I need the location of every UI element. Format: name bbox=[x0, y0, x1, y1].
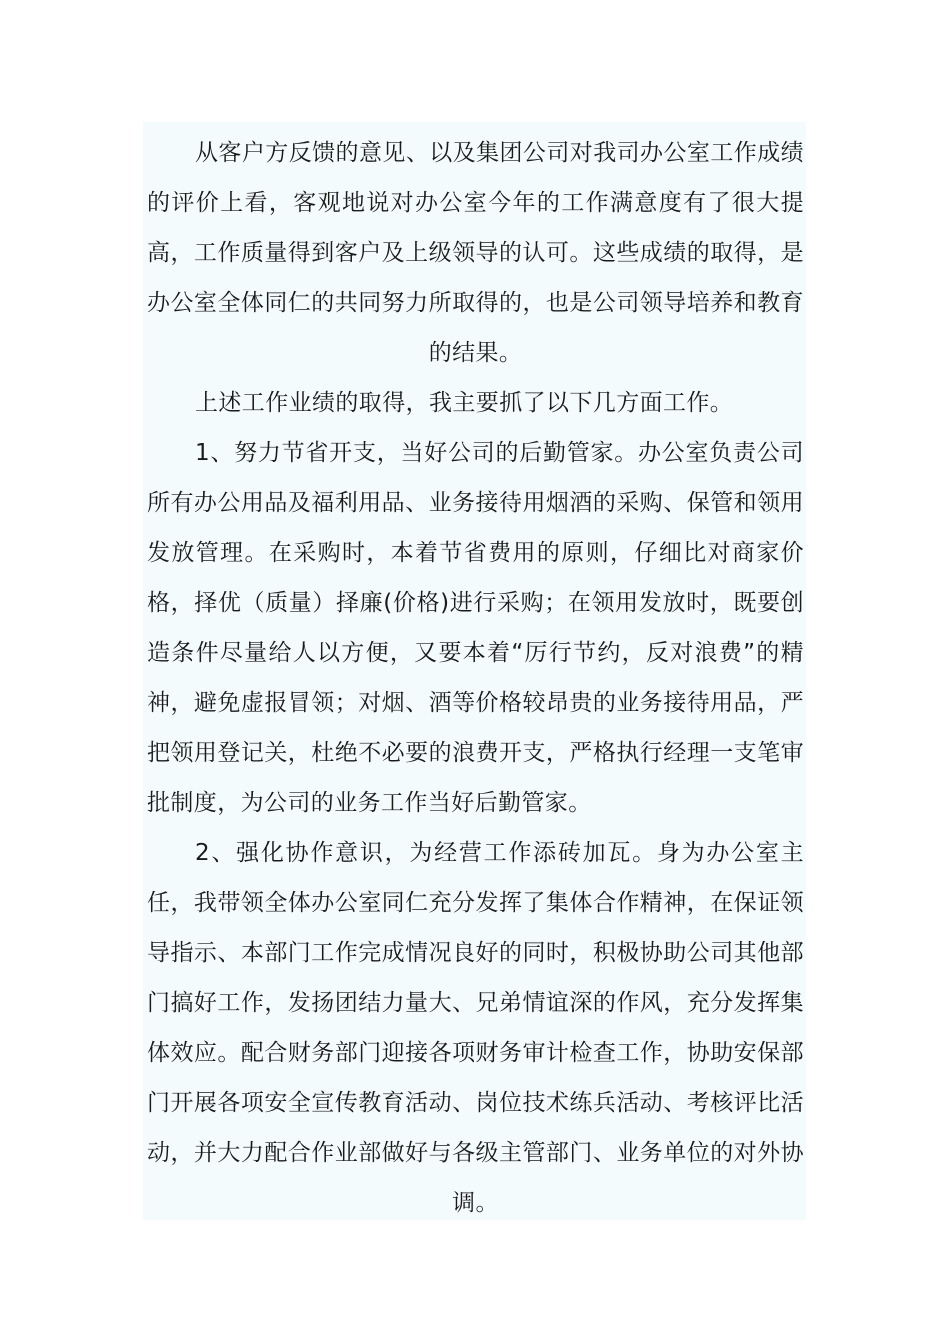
paragraph-feedback: 从客户方反馈的意见、以及集团公司对我司办公室工作成绩的评价上看，客观地说对办公室今年的工作满意度有了很大提高，工作质量得到客户及上级领导的认可。这些成绩的取得，是办公室全体同仁的共同努力所取得的，也是公司领导培养和教育的结果。 bbox=[147, 140, 804, 366]
document-body bbox=[143, 122, 806, 1220]
paragraph-item-2: 2、强化协作意识，为经营工作添砖加瓦。身为办公室主任，我带领全体办公室同仁充分发挥了集体合作精神，在保证领导指示、本部门工作完成情况良好的同时，积极协助公司其他部门搞好工作，发扬团结力量大、兄弟情谊深的作风，充分发挥集体效应。配合财务部门迎接各项财务审计检查工作，协助安保部门开展各项安全宣传教育活动、岗位技术练兵活动、考核评比活动，并大力配合作业部做好与各级主管部门、业务单位的对外协调。 bbox=[147, 840, 804, 1216]
paragraph-summary: 上述工作业绩的取得，我主要抓了以下几方面工作。 bbox=[195, 390, 734, 416]
paragraph-item-1: 1、努力节省开支，当好公司的后勤管家。办公室负责公司所有办公用品及福利用品、业务接待用烟酒的采购、保管和领用发放管理。在采购时，本着节省费用的原则，仔细比对商家价格，择优（质量）择廉(价格)进行采购；在领用发放时，既要创造条件尽量给人以方便，又要本着“厉行节约，反对浪费”的精神，避免虚报冒领；对烟、酒等价格较昂贵的业务接待用品，严把领用登记关，杜绝不必要的浪费开支，严格执行经理一支笔审批制度，为公司的业务工作当好后勤管家。 bbox=[147, 440, 804, 816]
